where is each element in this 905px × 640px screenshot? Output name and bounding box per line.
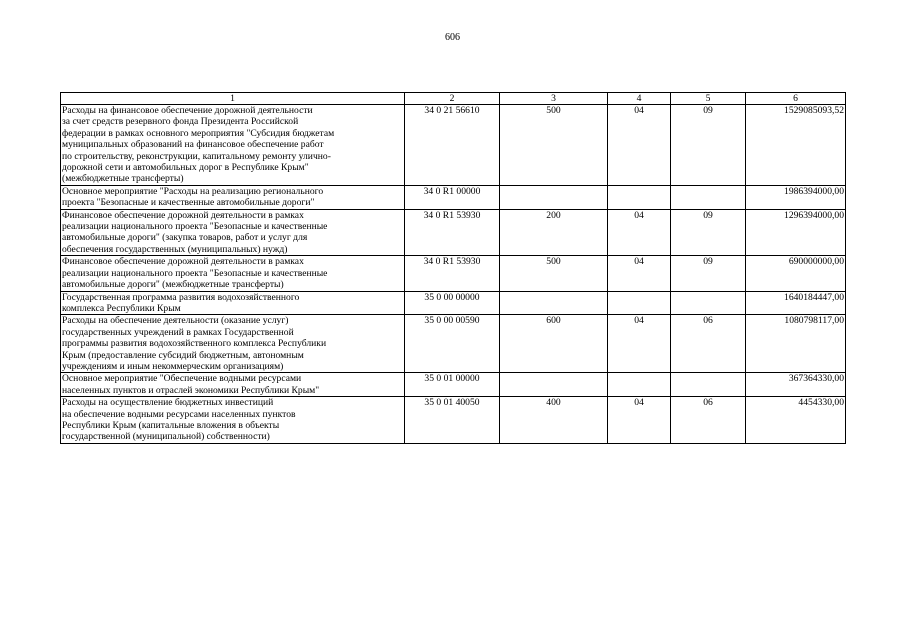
amount: 1296394000,00 xyxy=(746,209,846,256)
expense-type: 600 xyxy=(500,315,608,373)
amount: 367364330,00 xyxy=(746,373,846,397)
section-code xyxy=(608,291,671,315)
amount: 4454330,00 xyxy=(746,397,846,444)
table-row xyxy=(61,185,846,209)
subsection-code xyxy=(671,185,746,209)
column-header-3: 3 xyxy=(500,93,608,105)
expense-type: 400 xyxy=(500,397,608,444)
amount: 1986394000,00 xyxy=(746,185,846,209)
expense-name: Основное мероприятие "Расходы на реализацию регионального проекта "Безопасные и качественные автомобильные дороги" xyxy=(61,185,405,209)
column-header-5: 5 xyxy=(671,93,746,105)
amount: 1080798117,00 xyxy=(746,315,846,373)
budget-table xyxy=(60,92,846,444)
target-code: 34 0 21 56610 xyxy=(405,105,500,186)
amount: 690000000,00 xyxy=(746,256,846,291)
expense-name: Расходы на обеспечение деятельности (оказание услуг) государственных учреждений в рамках Государственной программы развития водохозяйственного комплекса Республики Крым (предоставление субсидий бюджетным, автономным учреждениям и иным некоммерческим организациям) xyxy=(61,315,405,373)
target-code: 34 0 R1 53930 xyxy=(405,209,500,256)
column-header-1: 1 xyxy=(61,93,405,105)
section-code: 04 xyxy=(608,256,671,291)
page-number: 606 xyxy=(445,32,460,43)
expense-name: Финансовое обеспечение дорожной деятельности в рамках реализации национального проекта "Безопасные и качественные автомобильные дороги" (межбюджетные трансферты) xyxy=(61,256,405,291)
subsection-code xyxy=(671,291,746,315)
subsection-code: 06 xyxy=(671,397,746,444)
section-code xyxy=(608,373,671,397)
table-row xyxy=(61,397,846,444)
expense-name: Основное мероприятие "Обеспечение водными ресурсами населенных пунктов и отраслей экономики Республики Крым" xyxy=(61,373,405,397)
target-code: 34 0 R1 53930 xyxy=(405,256,500,291)
section-code xyxy=(608,185,671,209)
table-header-row xyxy=(61,93,846,105)
expense-name: Финансовое обеспечение дорожной деятельности в рамках реализации национального проекта "Безопасные и качественные автомобильные дороги" (закупка товаров, работ и услуг для обеспечения государственных (муниципальных) нужд) xyxy=(61,209,405,256)
section-code: 04 xyxy=(608,209,671,256)
expense-type: 200 xyxy=(500,209,608,256)
column-header-6: 6 xyxy=(746,93,846,105)
expense-type: 500 xyxy=(500,105,608,186)
amount: 1529085093,52 xyxy=(746,105,846,186)
subsection-code: 06 xyxy=(671,315,746,373)
table-row xyxy=(61,315,846,373)
table-row xyxy=(61,291,846,315)
subsection-code: 09 xyxy=(671,256,746,291)
subsection-code: 09 xyxy=(671,105,746,186)
target-code: 35 0 01 00000 xyxy=(405,373,500,397)
target-code: 35 0 00 00000 xyxy=(405,291,500,315)
table-row xyxy=(61,373,846,397)
expense-type xyxy=(500,291,608,315)
column-header-4: 4 xyxy=(608,93,671,105)
table-row xyxy=(61,105,846,186)
target-code: 34 0 R1 00000 xyxy=(405,185,500,209)
amount: 1640184447,00 xyxy=(746,291,846,315)
subsection-code: 09 xyxy=(671,209,746,256)
section-code: 04 xyxy=(608,105,671,186)
expense-type xyxy=(500,373,608,397)
expense-type xyxy=(500,185,608,209)
expense-type: 500 xyxy=(500,256,608,291)
expense-name: Расходы на осуществление бюджетных инвестиций на обеспечение водными ресурсами населенных пунктов Республики Крым (капитальные вложения в объекты государственной (муниципальной) собственности) xyxy=(61,397,405,444)
section-code: 04 xyxy=(608,397,671,444)
table-row xyxy=(61,256,846,291)
column-header-2: 2 xyxy=(405,93,500,105)
expense-name: Государственная программа развития водохозяйственного комплекса Республики Крым xyxy=(61,291,405,315)
section-code: 04 xyxy=(608,315,671,373)
subsection-code xyxy=(671,373,746,397)
target-code: 35 0 00 00590 xyxy=(405,315,500,373)
table-row xyxy=(61,209,846,256)
expense-name: Расходы на финансовое обеспечение дорожной деятельности за счет средств резервного фонда Президента Российской федерации в рамках основного мероприятия "Субсидия бюджетам муниципальных образований на финансовое обеспечение работ по строительству, реконструкции, капитальному ремонту улично- дорожной сети и автомобильных дорог в Республике Крым" (межбюджетные трансферты) xyxy=(61,105,405,186)
target-code: 35 0 01 40050 xyxy=(405,397,500,444)
